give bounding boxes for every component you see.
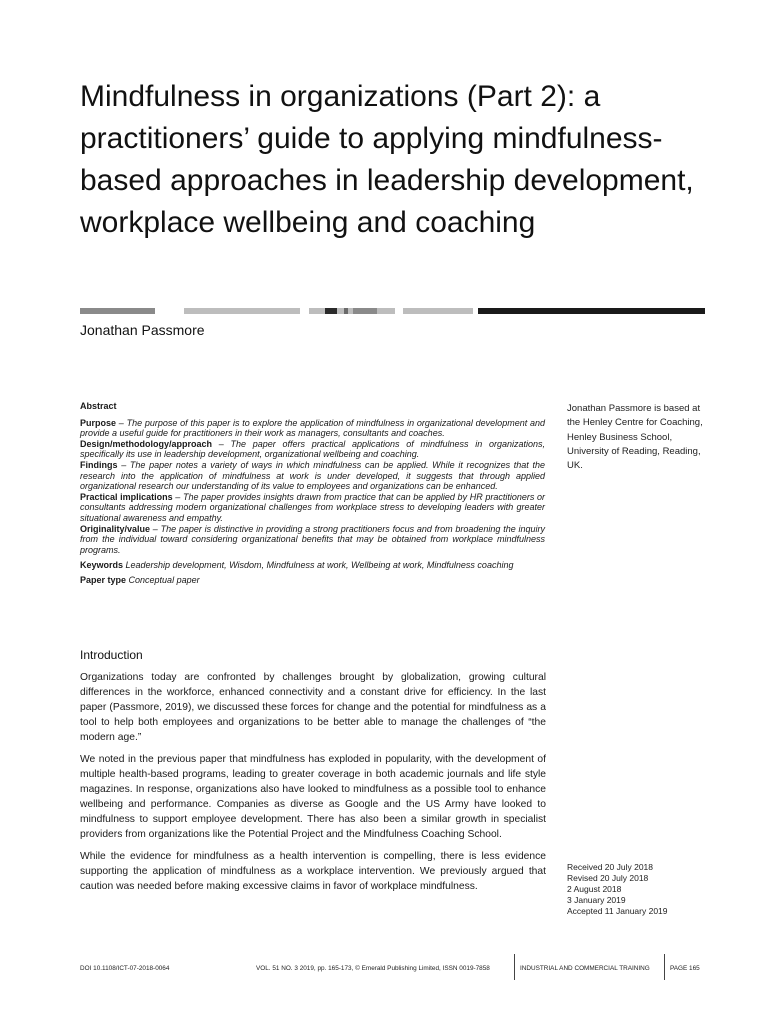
body-paragraph: We noted in the previous paper that mindfulness has exploded in popularity, with the development of multiple health-based programs, leading to greater coverage in both academic journals and life style magazines. In response, organizations also have looked to mindfulness as a possible tool to enhance wellbeing and performance. Companies as diverse as Google and the US Army have looked to mindfulness to support employee development. There has also been a similar growth in specialist providers from organizations like the Potential Project and the Mindfulness Coaching School.	[80, 754, 546, 840]
author-name: Jonathan Passmore	[80, 322, 205, 338]
submission-dates	[567, 862, 707, 917]
footer-doi: DOI 10.1108/ICT-07-2018-0064	[80, 965, 170, 972]
body-paragraph: Organizations today are confronted by challenges brought by globalization, growing cultural differences in the workforce, enhanced connectivity and a constant drive for efficiency. In the last paper (Passmore, 2019), we discussed these forces for change and the potential for mindfulness as a tool to help both employees and organizations to be better able to manage the challenges of “the modern age.”	[80, 672, 546, 743]
page-footer	[80, 962, 707, 976]
abstract	[80, 401, 545, 586]
date-revised: Revised 20 July 2018	[567, 873, 649, 883]
abstract-originality: Originality/value – The paper is distinctive in providing a strong practitioners focus and from broadening the inquiry from the individual toward considering organizational benefits that may be obtained from workplace mindfulness programs.	[80, 523, 545, 555]
abstract-heading: Abstract	[80, 401, 117, 411]
abstract-purpose: Purpose – The purpose of this paper is to explore the application of mindfulness in organizational development and provide a useful guide for practitioners in their work as managers, consultants and coaches.	[80, 417, 545, 439]
footer-page: PAGE 165	[670, 965, 700, 972]
abstract-findings: Findings – The paper notes a variety of ways in which mindfulness can be applied. While it recognizes that the research into the application of mindfulness at work is under developed, it suggests that through applied organizational research our understanding of its value to employees and organizations can be enhanced.	[80, 459, 545, 492]
date-revised-3: 3 January 2019	[567, 895, 626, 905]
decorative-rule	[80, 308, 705, 314]
abstract-practical: Practical implications – The paper provides insights drawn from practice that can be applied by HR practitioners or consultants addressing modern organizational challenges from workplace stress to developing leaders with greater situational awareness and empathy.	[80, 491, 545, 523]
abstract-paper-type: Paper type Conceptual paper	[80, 574, 200, 585]
body-paragraph: While the evidence for mindfulness as a health intervention is compelling, there is less evidence supporting the application of mindfulness as a workplace intervention. We previously argued that caution was needed before making excessive claims in favor of workplace mindfulness.	[80, 851, 546, 892]
abstract-design: Design/methodology/approach – The paper offers practical applications of mindfulness in organizations, specifically its use in leadership development, organizational wellbeing and coaching.	[80, 438, 545, 460]
footer-citation: VOL. 51 NO. 3 2019, pp. 165-173, © Emerald Publishing Limited, ISSN 0019-7858	[256, 965, 490, 972]
article-title: Mindfulness in organizations (Part 2): a practitioners’ guide to applying mindfulness-based approaches in leadership development, workplace wellbeing and coaching	[80, 80, 694, 239]
date-received: Received 20 July 2018	[567, 862, 654, 872]
footer-separator	[664, 954, 665, 980]
abstract-keywords: Keywords Leadership development, Wisdom, Mindfulness at work, Wellbeing at work, Mindfulness coaching	[80, 560, 514, 571]
introduction-heading: Introduction	[80, 648, 143, 662]
author-affiliation: Jonathan Passmore is based at the Henley Centre for Coaching, Henley Business School, University of Reading, Reading, UK.	[567, 403, 703, 472]
introduction-body	[80, 670, 546, 901]
footer-journal: INDUSTRIAL AND COMMERCIAL TRAINING	[520, 965, 650, 972]
date-revised-2: 2 August 2018	[567, 884, 622, 894]
date-accepted: Accepted 11 January 2019	[567, 906, 668, 916]
footer-separator	[514, 954, 515, 980]
